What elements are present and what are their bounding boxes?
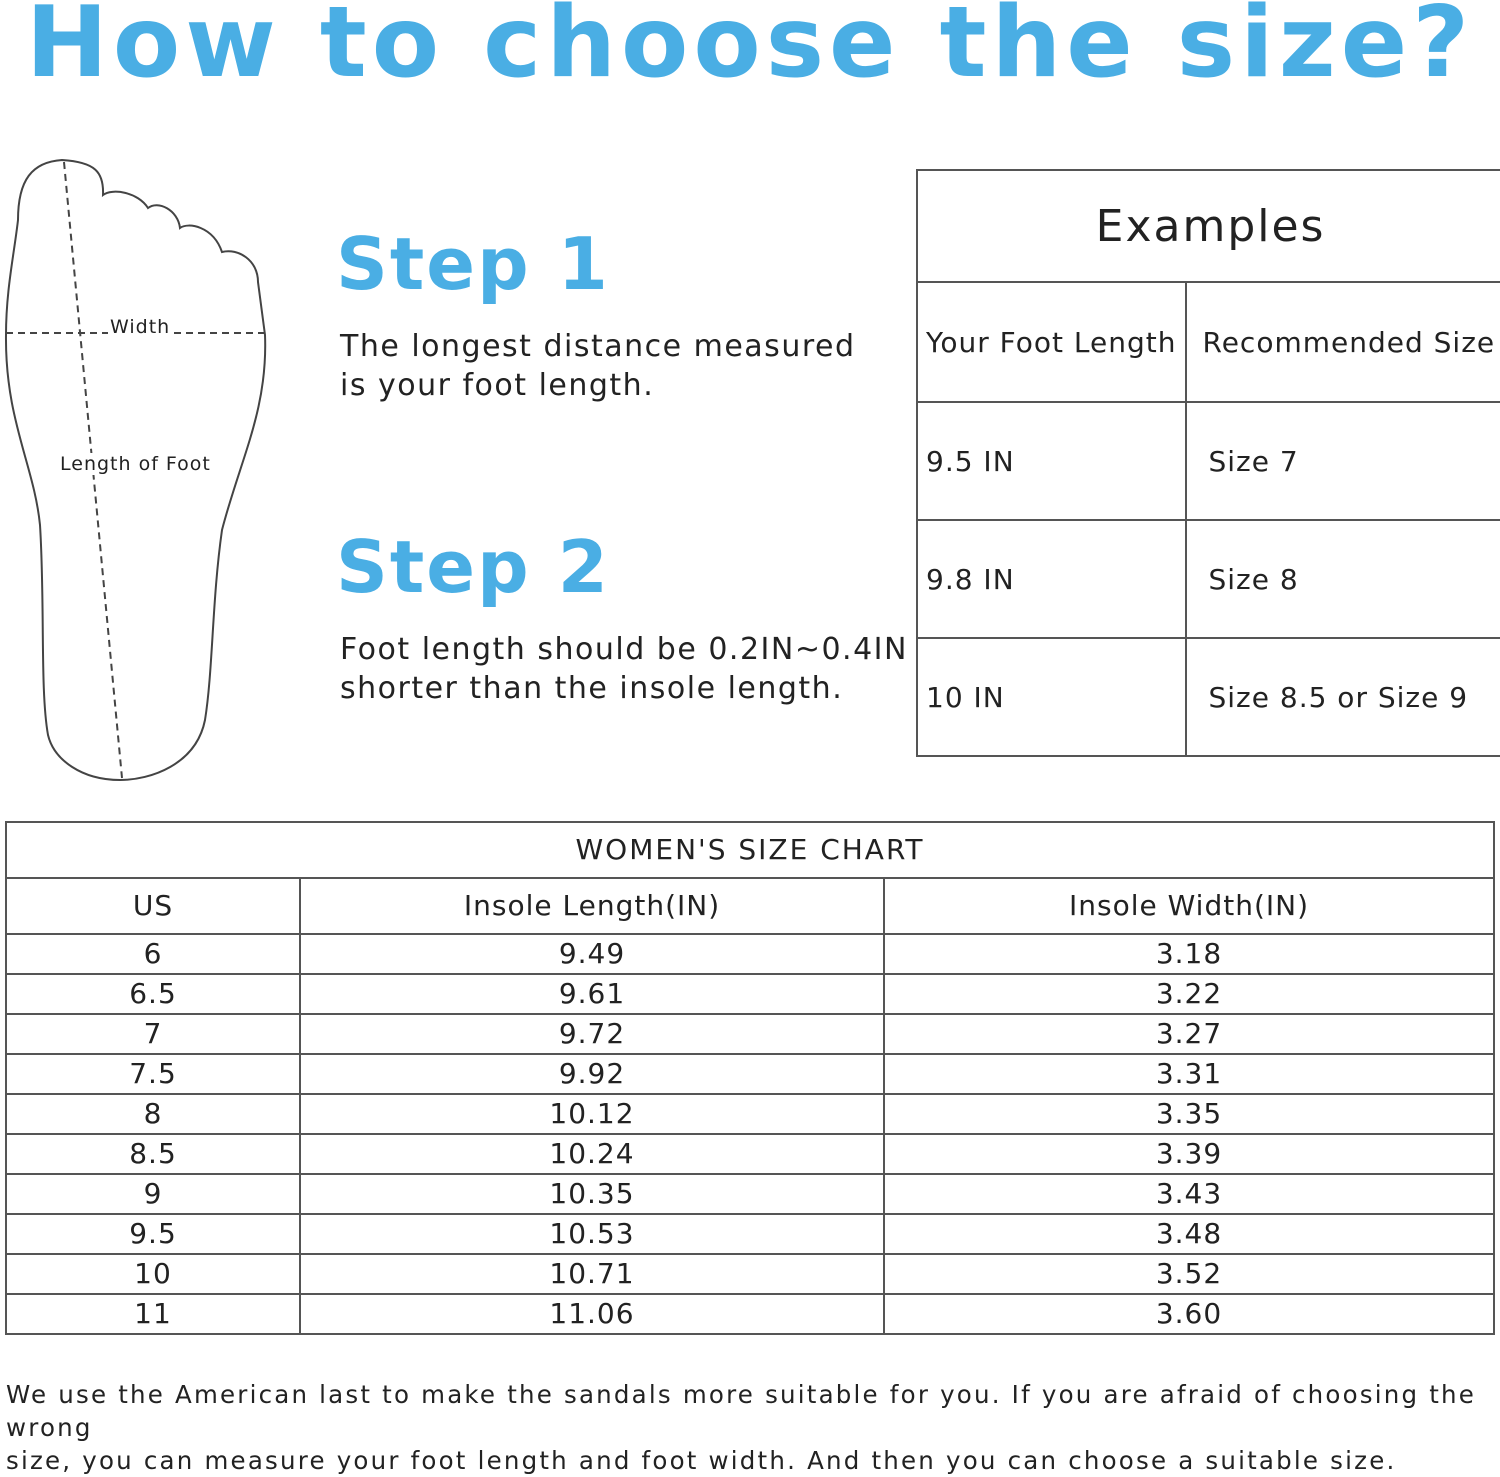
- examples-col-recommended-size: Recommended Size: [1186, 282, 1500, 402]
- step-1-text: [340, 327, 856, 405]
- table-cell: 3.31: [884, 1054, 1494, 1094]
- table-row: [6, 974, 1494, 1014]
- table-cell: 9.49: [300, 934, 884, 974]
- table-row: [6, 1094, 1494, 1134]
- footer-line-1: We use the American last to make the sandals more suitable for you. If you are afraid of choosing the wrong: [6, 1378, 1496, 1444]
- size-chart-col-insole-width: Insole Width(IN): [884, 878, 1494, 934]
- table-row: [6, 1014, 1494, 1054]
- step-2-line-2: shorter than the insole length.: [340, 669, 908, 708]
- size-chart-col-insole-length: Insole Length(IN): [300, 878, 884, 934]
- table-cell: 9.5: [6, 1214, 300, 1254]
- foot-diagram: [0, 150, 280, 790]
- table-cell: 3.43: [884, 1174, 1494, 1214]
- step-2-line-1: Foot length should be 0.2IN~0.4IN: [340, 630, 908, 669]
- table-cell: 10.24: [300, 1134, 884, 1174]
- table-cell: 11.06: [300, 1294, 884, 1334]
- table-cell: 10: [6, 1254, 300, 1294]
- size-chart-table: [5, 821, 1495, 1335]
- examples-cell: 9.8 IN: [917, 520, 1186, 638]
- table-cell: 8.5: [6, 1134, 300, 1174]
- table-cell: 3.22: [884, 974, 1494, 1014]
- table-row: [6, 1254, 1494, 1294]
- table-cell: 9.61: [300, 974, 884, 1014]
- table-cell: 7.5: [6, 1054, 300, 1094]
- step-2-heading: Step 2: [336, 527, 610, 607]
- examples-cell: 10 IN: [917, 638, 1186, 756]
- footer-line-2: size, you can measure your foot length and foot width. And then you can choose a suitable size.: [6, 1444, 1496, 1477]
- table-cell: 3.39: [884, 1134, 1494, 1174]
- table-row: [6, 1054, 1494, 1094]
- table-cell: 8: [6, 1094, 300, 1134]
- table-cell: 10.12: [300, 1094, 884, 1134]
- examples-row: [917, 638, 1500, 756]
- examples-table: [916, 169, 1500, 757]
- examples-col-foot-length: Your Foot Length: [917, 282, 1186, 402]
- table-cell: 3.48: [884, 1214, 1494, 1254]
- examples-row: [917, 402, 1500, 520]
- table-cell: 7: [6, 1014, 300, 1054]
- table-cell: 10.71: [300, 1254, 884, 1294]
- table-cell: 3.27: [884, 1014, 1494, 1054]
- table-row: [6, 1214, 1494, 1254]
- table-cell: 11: [6, 1294, 300, 1334]
- table-cell: 3.18: [884, 934, 1494, 974]
- step-1-line-1: The longest distance measured: [340, 327, 856, 366]
- table-cell: 3.60: [884, 1294, 1494, 1334]
- table-cell: 3.52: [884, 1254, 1494, 1294]
- page-title: How to choose the size?: [0, 0, 1500, 98]
- table-cell: 10.35: [300, 1174, 884, 1214]
- table-row: [6, 1174, 1494, 1214]
- examples-cell: Size 7: [1186, 402, 1500, 520]
- table-row: [6, 1294, 1494, 1334]
- table-cell: 6.5: [6, 974, 300, 1014]
- table-cell: 10.53: [300, 1214, 884, 1254]
- table-cell: 9.92: [300, 1054, 884, 1094]
- table-cell: 6: [6, 934, 300, 974]
- width-label: Width: [108, 316, 172, 338]
- table-row: [6, 1134, 1494, 1174]
- step-1-heading: Step 1: [336, 224, 610, 304]
- length-label: Length of Foot: [58, 453, 213, 475]
- table-row: [6, 934, 1494, 974]
- table-cell: 3.35: [884, 1094, 1494, 1134]
- examples-title: Examples: [917, 170, 1500, 282]
- examples-row: [917, 520, 1500, 638]
- table-cell: 9: [6, 1174, 300, 1214]
- footer-note: [6, 1378, 1496, 1477]
- table-cell: 9.72: [300, 1014, 884, 1054]
- step-2-text: [340, 630, 908, 708]
- step-1-line-2: is your foot length.: [340, 366, 856, 405]
- size-chart-title: WOMEN'S SIZE CHART: [6, 822, 1494, 878]
- examples-cell: Size 8.5 or Size 9: [1186, 638, 1500, 756]
- examples-cell: 9.5 IN: [917, 402, 1186, 520]
- examples-cell: Size 8: [1186, 520, 1500, 638]
- size-chart-col-us: US: [6, 878, 300, 934]
